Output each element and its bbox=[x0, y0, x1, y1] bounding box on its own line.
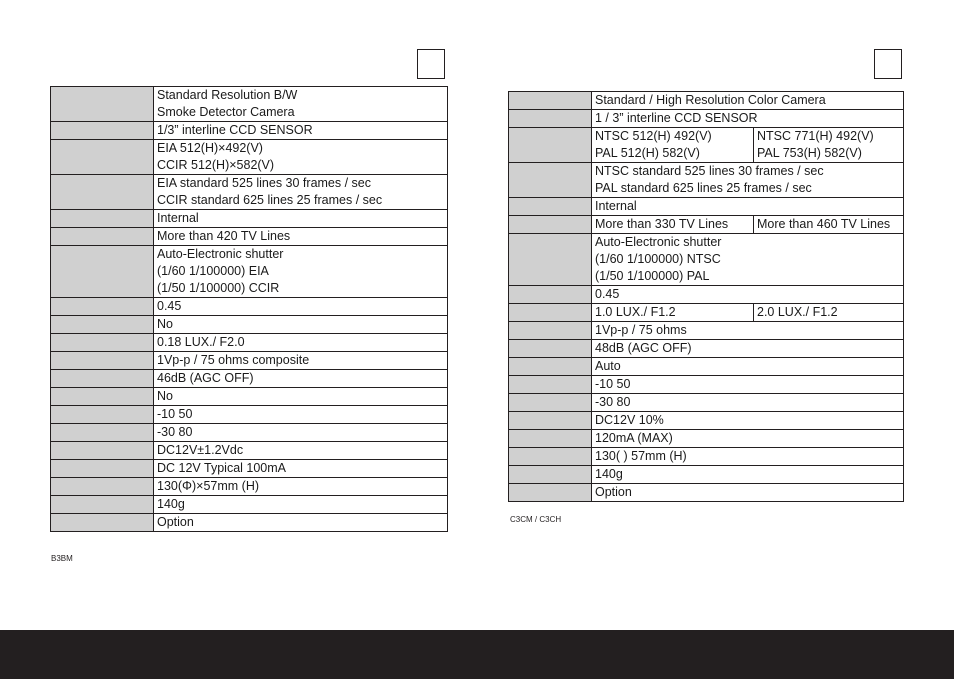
spec-row bbox=[509, 304, 904, 322]
spec-row bbox=[51, 460, 448, 478]
spec-label-cell bbox=[509, 322, 592, 340]
spec-value-cell bbox=[154, 496, 448, 514]
spec-value-line: 46dB (AGC OFF) bbox=[157, 371, 254, 385]
spec-row bbox=[51, 442, 448, 460]
spec-label-cell bbox=[51, 478, 154, 496]
spec-value-line: 1 / 3” interline CCD SENSOR bbox=[595, 111, 758, 125]
spec-row bbox=[509, 358, 904, 376]
spec-value-line: PAL 753(H) 582(V) bbox=[757, 146, 862, 160]
spec-value-cell bbox=[154, 388, 448, 406]
spec-label-cell bbox=[509, 340, 592, 358]
spec-row bbox=[51, 298, 448, 316]
spec-row bbox=[509, 484, 904, 502]
spec-label-cell bbox=[51, 442, 154, 460]
spec-value-cell bbox=[592, 92, 904, 110]
spec-value-cell bbox=[592, 466, 904, 484]
spec-row bbox=[51, 478, 448, 496]
spec-value-line: EIA 512(H)×492(V) bbox=[157, 141, 263, 155]
spec-label-cell bbox=[51, 352, 154, 370]
spec-row bbox=[51, 514, 448, 532]
spec-value-line: Option bbox=[595, 485, 632, 499]
spec-label-cell bbox=[51, 370, 154, 388]
spec-value-cell bbox=[754, 304, 904, 322]
spec-value-cell bbox=[592, 484, 904, 502]
spec-value-line: 130( ) 57mm (H) bbox=[595, 449, 687, 463]
spec-row bbox=[509, 286, 904, 304]
spec-row bbox=[51, 352, 448, 370]
spec-row bbox=[51, 334, 448, 352]
spec-row bbox=[509, 110, 904, 128]
spec-value-line: CCIR 512(H)×582(V) bbox=[157, 158, 275, 172]
spec-value-cell bbox=[154, 87, 448, 122]
spec-row bbox=[509, 466, 904, 484]
spec-value-cell bbox=[154, 478, 448, 496]
spec-value-line: Internal bbox=[157, 211, 199, 225]
spec-row bbox=[51, 406, 448, 424]
spec-value-cell bbox=[592, 376, 904, 394]
spec-value-line: 1Vp-p / 75 ohms bbox=[595, 323, 687, 337]
spec-value-line: CCIR standard 625 lines 25 frames / sec bbox=[157, 193, 383, 207]
spec-value-line: Standard / High Resolution Color Camera bbox=[595, 93, 826, 107]
spec-value-cell bbox=[592, 216, 754, 234]
spec-label-cell bbox=[51, 122, 154, 140]
spec-value-line: Internal bbox=[595, 199, 637, 213]
spec-value-cell bbox=[592, 322, 904, 340]
spec-value-cell bbox=[154, 175, 448, 210]
spec-label-cell bbox=[51, 424, 154, 442]
spec-row bbox=[509, 322, 904, 340]
spec-row bbox=[509, 163, 904, 198]
spec-value-line: 1Vp-p / 75 ohms composite bbox=[157, 353, 310, 367]
spec-value-cell bbox=[754, 128, 904, 163]
spec-value-line: Option bbox=[157, 515, 194, 529]
spec-label-cell bbox=[51, 406, 154, 424]
spec-value-cell bbox=[154, 122, 448, 140]
spec-value-cell bbox=[154, 460, 448, 478]
spec-value-line: 0.18 LUX./ F2.0 bbox=[157, 335, 245, 349]
spec-value-line: DC12V 10% bbox=[595, 413, 664, 427]
spec-value-line: 48dB (AGC OFF) bbox=[595, 341, 692, 355]
spec-value-cell bbox=[154, 210, 448, 228]
spec-value-line: 140g bbox=[157, 497, 185, 511]
spec-label-cell bbox=[509, 304, 592, 322]
spec-label-cell bbox=[51, 140, 154, 175]
spec-value-cell bbox=[154, 424, 448, 442]
spec-value-cell bbox=[154, 370, 448, 388]
spec-row bbox=[51, 228, 448, 246]
spec-value-cell bbox=[592, 394, 904, 412]
spec-value-cell bbox=[754, 216, 904, 234]
spec-value-cell bbox=[592, 430, 904, 448]
spec-row bbox=[51, 496, 448, 514]
spec-label-cell bbox=[509, 466, 592, 484]
spec-label-cell bbox=[509, 430, 592, 448]
spec-value-line: Auto bbox=[595, 359, 621, 373]
spec-value-cell bbox=[154, 140, 448, 175]
spec-value-cell bbox=[592, 110, 904, 128]
spec-row bbox=[509, 340, 904, 358]
spec-value-line: EIA standard 525 lines 30 frames / sec bbox=[157, 176, 372, 190]
spec-value-line: NTSC 771(H) 492(V) bbox=[757, 129, 874, 143]
spec-value-line: (1/60 1/100000) NTSC bbox=[595, 252, 721, 266]
model-note-left: B3BM bbox=[51, 554, 73, 563]
spec-value-cell bbox=[154, 298, 448, 316]
footer-bar bbox=[0, 630, 954, 679]
spec-value-line: PAL standard 625 lines 25 frames / sec bbox=[595, 181, 812, 195]
spec-label-cell bbox=[509, 376, 592, 394]
spec-value-line: 0.45 bbox=[595, 287, 620, 301]
spec-value-cell bbox=[592, 340, 904, 358]
spec-row bbox=[51, 122, 448, 140]
model-note-right: C3CM / C3CH bbox=[510, 515, 562, 524]
spec-value-line: 130(Φ)×57mm (H) bbox=[157, 479, 260, 493]
spec-value-cell bbox=[592, 286, 904, 304]
spec-value-cell bbox=[592, 234, 904, 286]
spec-value-line: Standard Resolution B/W bbox=[157, 88, 298, 102]
spec-value-cell bbox=[592, 163, 904, 198]
spec-row bbox=[509, 198, 904, 216]
spec-label-cell bbox=[509, 412, 592, 430]
spec-value-line: 0.45 bbox=[157, 299, 182, 313]
spec-value-cell bbox=[154, 228, 448, 246]
spec-label-cell bbox=[51, 460, 154, 478]
spec-value-line: More than 460 TV Lines bbox=[757, 217, 891, 231]
spec-value-line: -30 80 bbox=[157, 425, 193, 439]
spec-value-line: 140g bbox=[595, 467, 623, 481]
spec-label-cell bbox=[509, 128, 592, 163]
spec-label-cell bbox=[51, 334, 154, 352]
spec-value-cell bbox=[592, 448, 904, 466]
spec-label-cell bbox=[51, 316, 154, 334]
spec-value-cell bbox=[592, 358, 904, 376]
page-number-box-right bbox=[874, 49, 902, 79]
spec-value-line: DC 12V Typical 100mA bbox=[157, 461, 286, 475]
spec-label-cell bbox=[509, 110, 592, 128]
spec-label-cell bbox=[51, 388, 154, 406]
spec-label-cell bbox=[509, 92, 592, 110]
spec-value-cell bbox=[154, 316, 448, 334]
spec-value-line: 120mA (MAX) bbox=[595, 431, 673, 445]
spec-row bbox=[51, 246, 448, 298]
spec-value-cell bbox=[154, 406, 448, 424]
spec-value-line: (1/50 1/100000) PAL bbox=[595, 269, 710, 283]
spec-label-cell bbox=[51, 87, 154, 122]
spec-label-cell bbox=[509, 234, 592, 286]
spec-value-line: Smoke Detector Camera bbox=[157, 105, 295, 119]
spec-label-cell bbox=[51, 210, 154, 228]
spec-row bbox=[509, 234, 904, 286]
spec-label-cell bbox=[509, 448, 592, 466]
spec-value-cell bbox=[592, 198, 904, 216]
spec-value-cell bbox=[592, 128, 754, 163]
spec-value-cell bbox=[592, 304, 754, 322]
spec-label-cell bbox=[509, 484, 592, 502]
spec-row bbox=[509, 128, 904, 163]
spec-row bbox=[51, 424, 448, 442]
spec-row bbox=[509, 394, 904, 412]
spec-value-line: NTSC 512(H) 492(V) bbox=[595, 129, 712, 143]
spec-label-cell bbox=[509, 163, 592, 198]
spec-row bbox=[51, 210, 448, 228]
spec-value-line: Auto-Electronic shutter bbox=[157, 247, 284, 261]
spec-value-line: -10 50 bbox=[157, 407, 193, 421]
spec-row bbox=[51, 175, 448, 210]
spec-row bbox=[509, 430, 904, 448]
spec-value-line: 2.0 LUX./ F1.2 bbox=[757, 305, 838, 319]
spec-label-cell bbox=[51, 298, 154, 316]
spec-row bbox=[509, 412, 904, 430]
spec-row bbox=[51, 140, 448, 175]
spec-label-cell bbox=[509, 216, 592, 234]
spec-label-cell bbox=[51, 228, 154, 246]
spec-value-line: Auto-Electronic shutter bbox=[595, 235, 722, 249]
spec-value-cell bbox=[154, 352, 448, 370]
spec-label-cell bbox=[51, 175, 154, 210]
spec-value-line: More than 420 TV Lines bbox=[157, 229, 291, 243]
spec-table-b3bm bbox=[50, 86, 448, 532]
spec-value-cell bbox=[154, 442, 448, 460]
spec-row bbox=[51, 87, 448, 122]
spec-label-cell bbox=[51, 246, 154, 298]
spec-value-line: -10 50 bbox=[595, 377, 631, 391]
spec-value-cell bbox=[592, 412, 904, 430]
spec-row bbox=[51, 388, 448, 406]
spec-value-cell bbox=[154, 334, 448, 352]
spec-value-line: NTSC standard 525 lines 30 frames / sec bbox=[595, 164, 824, 178]
spec-row bbox=[51, 316, 448, 334]
spec-value-line: PAL 512(H) 582(V) bbox=[595, 146, 700, 160]
spec-value-cell bbox=[154, 246, 448, 298]
spec-label-cell bbox=[509, 358, 592, 376]
spec-row bbox=[509, 92, 904, 110]
spec-label-cell bbox=[509, 198, 592, 216]
page-number-box-left bbox=[417, 49, 445, 79]
spec-label-cell bbox=[509, 286, 592, 304]
spec-value-line: No bbox=[157, 389, 173, 403]
spec-row bbox=[509, 376, 904, 394]
spec-label-cell bbox=[509, 394, 592, 412]
spec-label-cell bbox=[51, 514, 154, 532]
spec-value-line: DC12V±1.2Vdc bbox=[157, 443, 244, 457]
spec-value-line: 1/3” interline CCD SENSOR bbox=[157, 123, 313, 137]
spec-value-line: More than 330 TV Lines bbox=[595, 217, 729, 231]
spec-value-line: -30 80 bbox=[595, 395, 631, 409]
spec-label-cell bbox=[51, 496, 154, 514]
spec-value-cell bbox=[154, 514, 448, 532]
spec-value-line: (1/50 1/100000) CCIR bbox=[157, 281, 280, 295]
spec-value-line: (1/60 1/100000) EIA bbox=[157, 264, 269, 278]
spec-value-line: No bbox=[157, 317, 173, 331]
spec-table-c3cm-c3ch bbox=[508, 91, 904, 502]
spec-value-line: 1.0 LUX./ F1.2 bbox=[595, 305, 676, 319]
spec-row bbox=[509, 448, 904, 466]
spec-row bbox=[51, 370, 448, 388]
spec-row bbox=[509, 216, 904, 234]
